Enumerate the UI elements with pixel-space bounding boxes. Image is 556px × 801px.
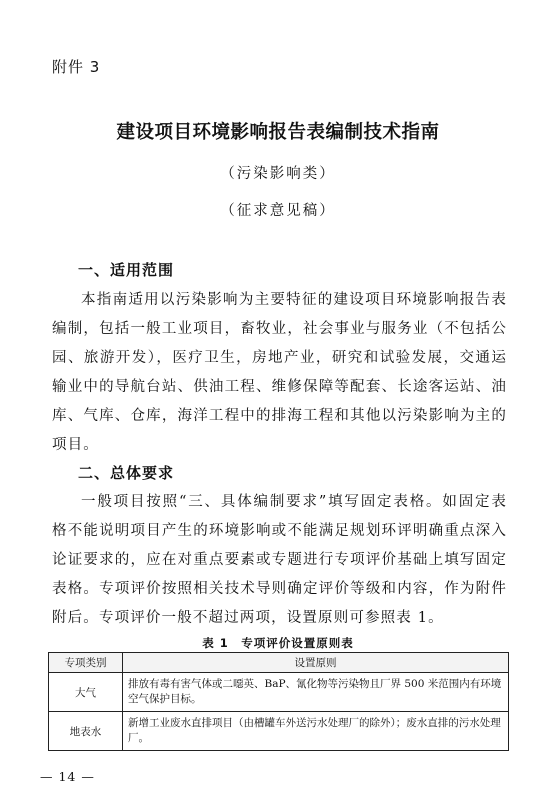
table-cell-rule: 新增工业废水直排项目（由槽罐车外送污水处理厂的除外）；废水直排的污水处理厂。	[123, 712, 509, 751]
paragraph-line: 项目。	[52, 437, 99, 453]
section-heading-scope: 一、适用范围	[78, 261, 175, 279]
table-header-rule: 设置原则	[123, 653, 509, 673]
paragraph-line: 格不能说明项目产生的环境影响或不能满足规划环评明确重点深入	[52, 523, 507, 539]
document-title: 建设项目环境影响报告表编制技术指南	[116, 122, 440, 143]
attachment-label: 附件 3	[52, 58, 101, 76]
table-cell-rule: 排放有毒有害气体或二噁英、BaP、氰化物等污染物且厂界 500 米范围内有环境空气保护目标。	[123, 673, 509, 712]
table-cell-category: 大气	[49, 673, 123, 712]
paragraph-line: 编制，包括一般工业项目，畜牧业，社会事业与服务业（不包括公	[52, 321, 507, 337]
paragraph-line: 本指南适用以污染影响为主要特征的建设项目环境影响报告表	[81, 292, 507, 308]
paragraph-line: 园、旅游开发），医疗卫生，房地产业，研究和试验发展，交通运	[52, 350, 507, 366]
page-number: — 14 —	[40, 769, 95, 784]
section-general-paragraph	[52, 488, 507, 633]
table-header-row	[49, 653, 509, 673]
table-cell-category: 地表水	[49, 712, 123, 751]
section-scope-paragraph	[52, 286, 507, 460]
document-subtitle-draft: （征求意见稿）	[220, 203, 336, 219]
paragraph-line: 附后。专项评价一般不超过两项，设置原则可参照表 1。	[52, 610, 444, 626]
table-row	[49, 712, 509, 751]
paragraph-line: 论证要求的，应在对重点要素或专题进行专项评价基础上填写固定	[52, 552, 507, 568]
section-heading-general: 二、总体要求	[78, 464, 175, 482]
table-header-category: 专项类别	[49, 653, 123, 673]
document-subtitle-category: （污染影响类）	[220, 166, 336, 182]
table-row	[49, 673, 509, 712]
paragraph-line: 库、气库、仓库，海洋工程中的排海工程和其他以污染影响为主的	[52, 408, 507, 424]
paragraph-line: 一般项目按照“三、具体编制要求”填写固定表格。如固定表	[81, 494, 507, 510]
paragraph-line: 输业中的导航台站、供油工程、维修保障等配套、长途客运站、油	[52, 379, 507, 395]
table-caption: 表 1 专项评价设置原则表	[202, 636, 354, 650]
paragraph-line: 表格。专项评价按照相关技术导则确定评价等级和内容，作为附件	[52, 581, 507, 597]
special-assessment-table	[48, 652, 509, 751]
